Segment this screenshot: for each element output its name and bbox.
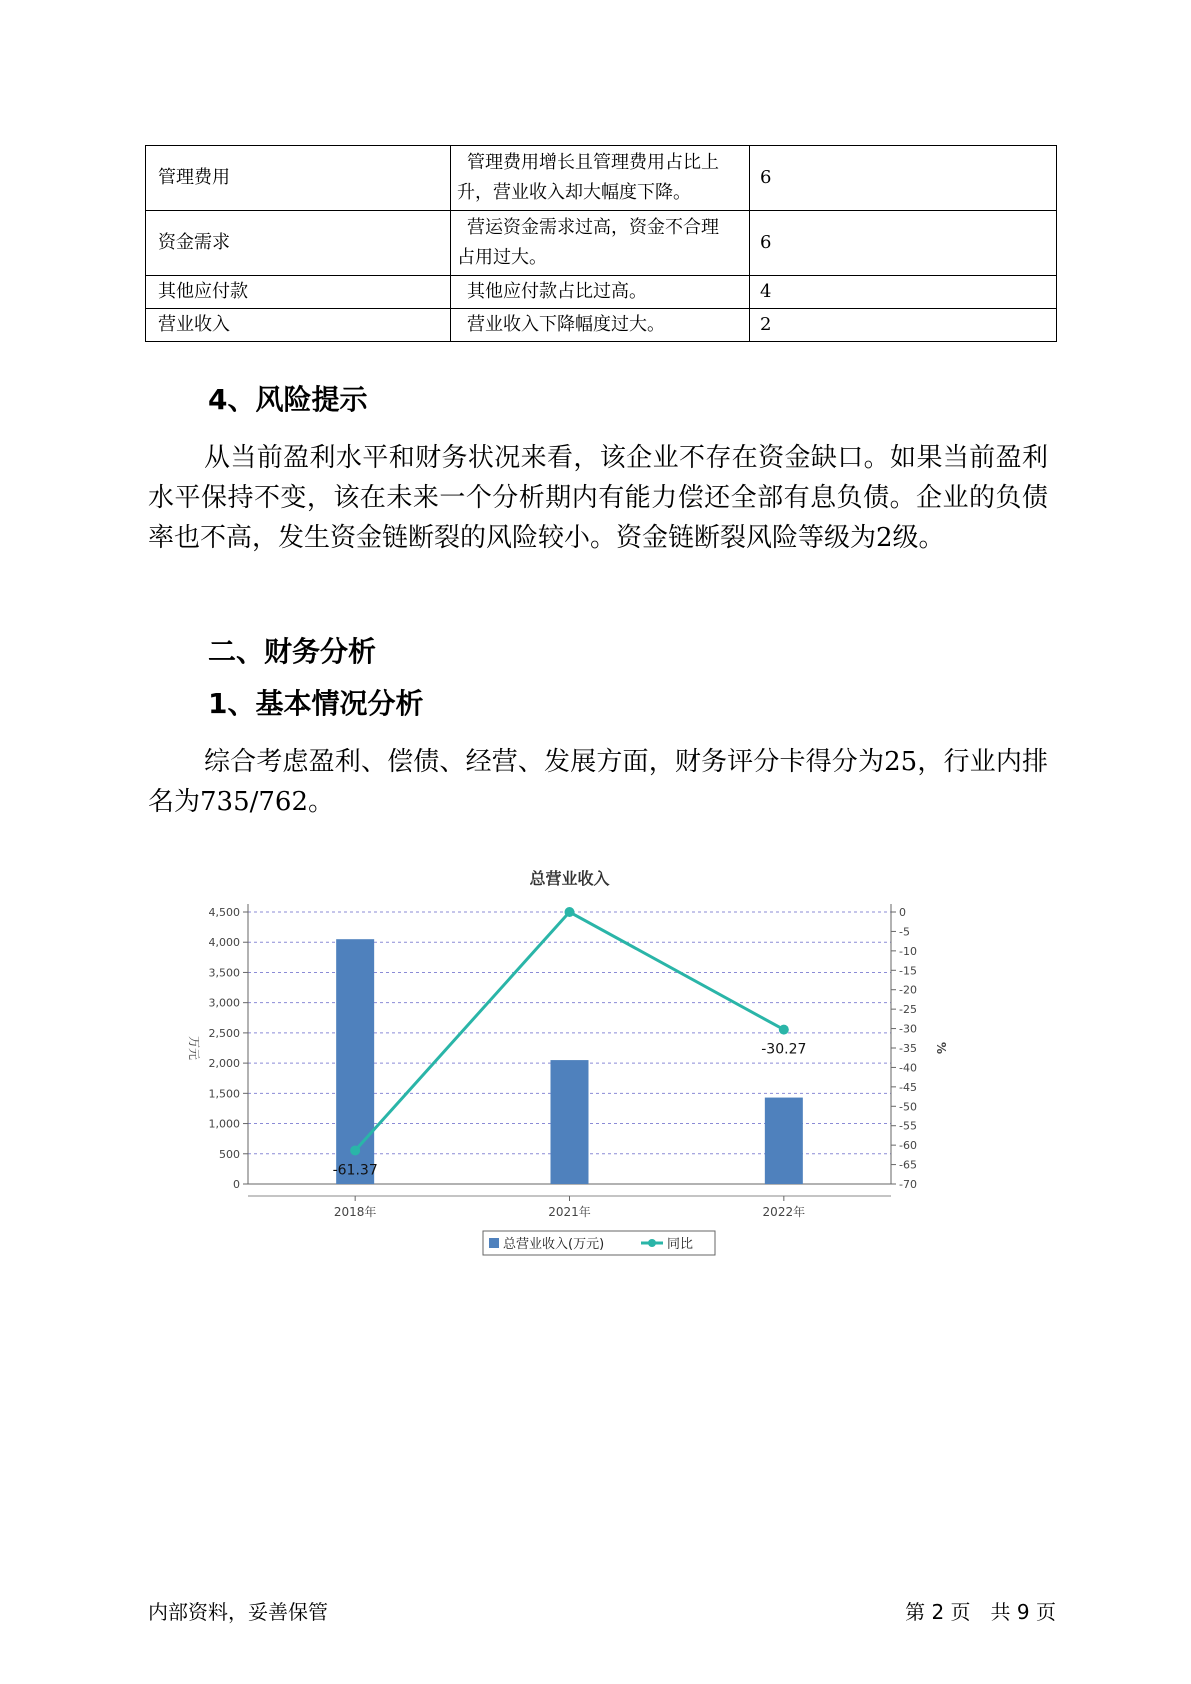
- desc-line: 管理费用增长且管理费用占比上: [467, 152, 719, 173]
- y2-tick-label: -45: [899, 1080, 917, 1094]
- section-heading-risk: 4、风险提示: [208, 383, 368, 416]
- y2-tick-label: -35: [899, 1042, 917, 1055]
- y-tick-label: 2,000: [208, 1057, 240, 1071]
- y2-tick-label: -65: [899, 1158, 917, 1172]
- table-cell-item: 资金需求: [146, 211, 451, 276]
- bar-2022年: [765, 1098, 803, 1184]
- footer-page-number: 第 2 页 共 9 页: [905, 1600, 1056, 1624]
- legend-label-bar: 总营业收入(万元): [503, 1237, 605, 1252]
- table-row: [146, 146, 1057, 211]
- subheading-basic-analysis: 1、基本情况分析: [208, 687, 424, 720]
- y2-axis-label: %: [934, 1041, 948, 1055]
- revenue-chart: [178, 862, 1028, 1342]
- y2-tick-label: -70: [899, 1178, 917, 1191]
- y-tick-label: 1,500: [208, 1087, 240, 1101]
- y-tick-label: 4,500: [208, 906, 240, 919]
- line-point: [350, 1145, 360, 1155]
- y-tick-label: 1,000: [208, 1117, 240, 1131]
- table-cell-score: 4: [750, 276, 1057, 309]
- legend-label-line: 同比: [667, 1237, 694, 1252]
- chart-title: 总营业收入: [529, 869, 610, 888]
- table-cell-score: 2: [750, 309, 1057, 342]
- table-cell-desc: [451, 309, 750, 342]
- desc-line: 营运资金需求过高，资金不合理: [467, 217, 719, 238]
- table-row: [146, 276, 1057, 309]
- y-tick-label: 3,500: [208, 966, 240, 980]
- table-cell-score: 6: [750, 211, 1057, 276]
- desc-line: 其他应付款占比过高。: [467, 281, 647, 302]
- risk-paragraph: 从当前盈利水平和财务状况来看，该企业不存在资金缺口。如果当前盈利水平保持不变，该在未来一个分析期内有能力偿还全部有息负债。企业的负债率也不高，发生资金链断裂的风险较小。资金链断裂风险等级为2级。: [148, 443, 1048, 553]
- y2-tick-label: -50: [899, 1100, 917, 1114]
- line-point: [779, 1025, 789, 1035]
- y2-tick-label: -10: [899, 944, 917, 958]
- y-axis-label: 万元: [187, 1035, 201, 1061]
- table-row: [146, 211, 1057, 276]
- y2-tick-label: -60: [899, 1139, 917, 1153]
- section-heading-finance: 二、财务分析: [208, 635, 377, 668]
- table-cell-item: 其他应付款: [146, 276, 451, 309]
- revenue-chart-svg: [178, 862, 1028, 1342]
- desc-line: 占用过大。: [457, 247, 547, 268]
- table-cell-desc: [451, 211, 750, 276]
- risk-factor-table: [145, 145, 1057, 342]
- data-label: -61.37: [332, 1162, 378, 1179]
- y2-tick-label: -15: [899, 964, 917, 978]
- y-tick-label: 2,500: [208, 1026, 240, 1040]
- table-cell-item: 管理费用: [146, 146, 451, 211]
- y-tick-label: 0: [233, 1178, 240, 1191]
- bar-2021年: [551, 1060, 589, 1184]
- x-tick-label: 2022年: [762, 1205, 806, 1219]
- desc-line: 营业收入下降幅度过大。: [467, 314, 665, 335]
- x-tick-label: 2021年: [548, 1205, 591, 1219]
- data-label: -30.27: [761, 1041, 807, 1058]
- y2-tick-label: -40: [899, 1061, 917, 1075]
- legend-swatch-marker: [648, 1239, 656, 1247]
- y2-tick-label: 0: [899, 906, 906, 919]
- y2-tick-label: -25: [899, 1003, 917, 1017]
- desc-line: 升，营业收入却大幅度下降。: [457, 182, 691, 203]
- table-cell-desc: [451, 146, 750, 211]
- table-cell-item: 营业收入: [146, 309, 451, 342]
- finance-paragraph: 综合考虑盈利、偿债、经营、发展方面，财务评分卡得分为25，行业内排名为735/762。: [148, 747, 1048, 817]
- legend-swatch-bar: [489, 1238, 499, 1248]
- y2-tick-label: -55: [899, 1119, 917, 1133]
- table-row: [146, 309, 1057, 342]
- y2-tick-label: -20: [899, 983, 917, 997]
- y2-tick-label: -5: [899, 925, 910, 939]
- y2-tick-label: -30: [899, 1022, 917, 1036]
- line-point: [565, 907, 575, 917]
- table-cell-score: 6: [750, 146, 1057, 211]
- y-tick-label: 500: [219, 1147, 240, 1161]
- x-tick-label: 2018年: [333, 1205, 377, 1219]
- footer-confidential: 内部资料，妥善保管: [148, 1600, 328, 1624]
- y-tick-label: 3,000: [208, 996, 240, 1010]
- y-tick-label: 4,000: [208, 936, 240, 950]
- table-cell-desc: [451, 276, 750, 309]
